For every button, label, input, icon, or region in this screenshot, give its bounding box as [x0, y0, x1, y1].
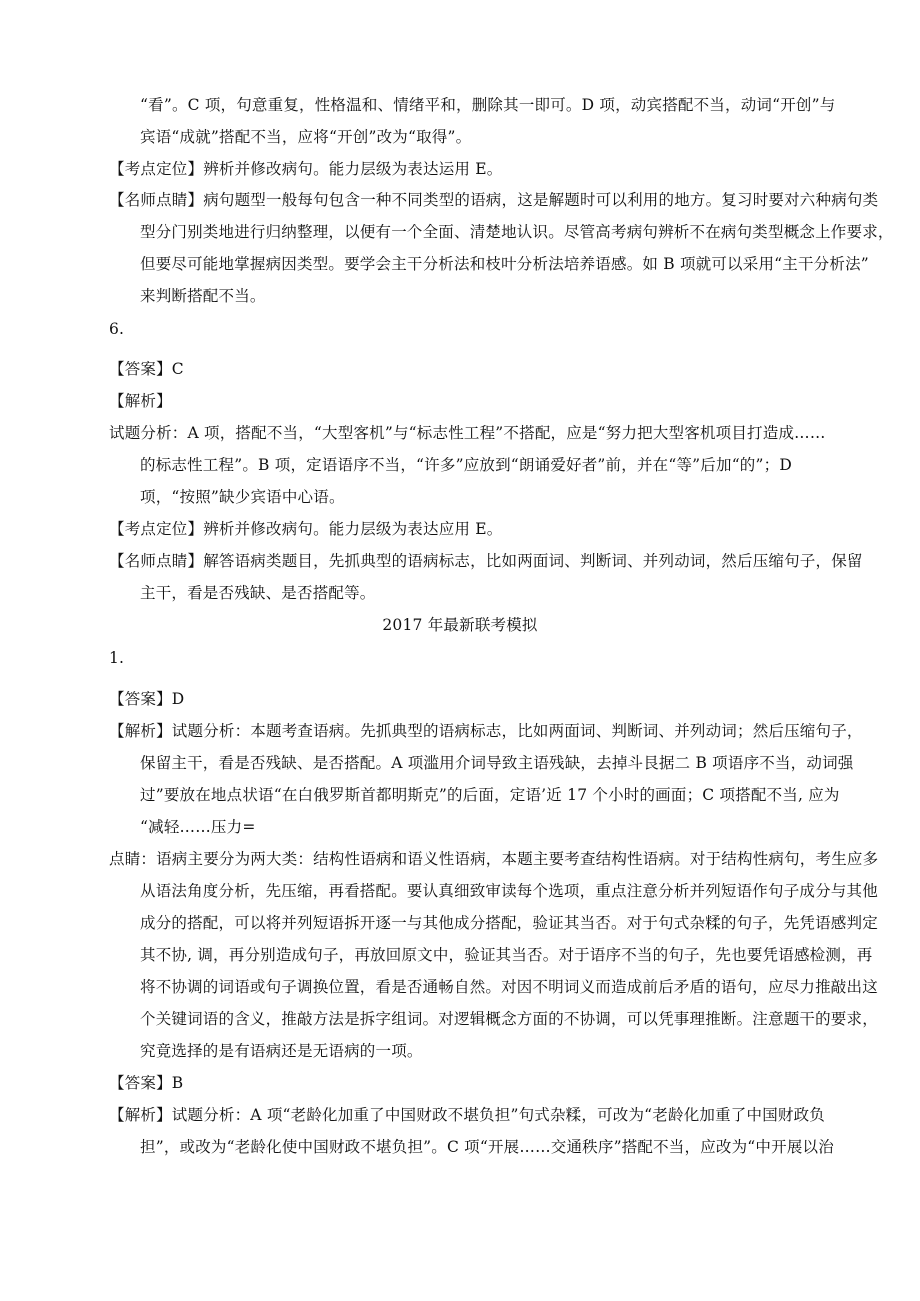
- text-line: 【解析】试题分析：本题考查语病。先抓典型的语病标志，比如两面词、判断词、并列动词；然后压缩句子，: [109, 722, 863, 740]
- text-line: 个关键词语的含义，推敲方法是拆字组词。对逻辑概念方面的不协调，可以凭事理推断。注意题干的要求，: [140, 1010, 878, 1028]
- text-line: 点睛：语病主要分为两大类：结构性语病和语义性语病，本题主要考查结构性语病。对于结构性病句，考生应多: [109, 850, 879, 868]
- text-line: 保留主干，看是否残缺、是否搭配。A 项滥用介词导致主语残缺，去掉斗艮据二 B 项语序不当，动词强: [140, 754, 854, 772]
- text-line: 究竟选择的是有语病还是无语病的一项。: [140, 1042, 423, 1060]
- text-line: 将不协调的词语或句子调换位置，看是否通畅自然。对因不明词义而造成前后矛盾的语句，应尽力推敲出这: [140, 978, 878, 996]
- question-number: 1.: [109, 649, 125, 667]
- text-line: 项，“按照”缺少宾语中心语。: [140, 488, 345, 506]
- text-line: 型分门别类地进行归纳整理，以便有一个全面、清楚地认识。尽管高考病句辨析不在病句类型概念上作要求，: [140, 223, 894, 241]
- text-line: 主干，看是否残缺、是否搭配等。: [140, 584, 376, 602]
- text-line: 过”要放在地点状语“在白俄罗斯首都明斯克”的后面，定语’近 17 个小时的画面；C 项搭配不当, 应为: [140, 786, 840, 804]
- text-line: 【名师点睛】解答语病类题目，先抓典型的语病标志，比如两面词、判断词、并列动词，然后压缩句子，保留: [109, 552, 863, 570]
- answer-line: 【答案】D: [109, 690, 185, 708]
- text-line: 的标志性工程”。B 项，定语语序不当，“许多”应放到“朗诵爱好者”前，并在“等”后加“的”；D: [140, 456, 792, 474]
- text-line: 其不协, 调，再分别造成句子，再放回原文中，验证其当否。对于语序不当的句子，先也要凭语感检测，再: [140, 946, 873, 964]
- text-line: 【名师点睛】病句题型一般每句包含一种不同类型的语病，这是解题时可以利用的地方。复习时要对六种病句类: [109, 191, 879, 209]
- answer-line: 【答案】C: [109, 360, 184, 378]
- text-line: 【考点定位】辨析并修改病句。能力层级为表达运用 E。: [109, 160, 503, 178]
- text-line: 【考点定位】辨析并修改病句。能力层级为表达应用 E。: [109, 520, 503, 538]
- text-line: “看”。C 项，句意重复，性格温和、情绪平和，删除其一即可。D 项，动宾搭配不当，动词“开创”与: [140, 96, 836, 114]
- text-line: 担”，或改为“老龄化使中国财政不堪负担”。C 项“开展……交通秩序”搭配不当，应改为“中开展以治: [140, 1138, 834, 1156]
- analysis-heading: 【解析】: [109, 392, 172, 410]
- question-number: 6.: [109, 320, 125, 338]
- text-line: 宾语“成就”搭配不当，应将“开创”改为“取得”。: [140, 128, 472, 146]
- text-line: “减轻……压力=: [140, 818, 256, 836]
- section-title: 2017 年最新联考模拟: [382, 616, 538, 634]
- text-line: 【解析】试题分析：A 项“老龄化加重了中国财政不堪负担”句式杂糅，可改为“老龄化加重了中国财政负: [109, 1106, 825, 1124]
- text-line: 但要尽可能地掌握病因类型。要学会主干分析法和枝叶分析法培养语感。如 B 项就可以采用“主干分析法”: [140, 255, 869, 273]
- text-line: 来判断搭配不当。: [140, 287, 266, 305]
- answer-line: 【答案】B: [109, 1074, 184, 1092]
- text-line: 成分的搭配，可以将并列短语拆开逐一与其他成分搭配，验证其当否。对于句式杂糅的句子，先凭语感判定: [140, 914, 878, 932]
- text-line: 试题分析：A 项，搭配不当，“大型客机”与“标志性工程”不搭配，应是“努力把大型客机项目打造成……: [109, 424, 826, 442]
- text-line: 从语法角度分析，先压缩，再看搭配。要认真细致审读每个选项，重点注意分析并列短语作句子成分与其他: [140, 882, 878, 900]
